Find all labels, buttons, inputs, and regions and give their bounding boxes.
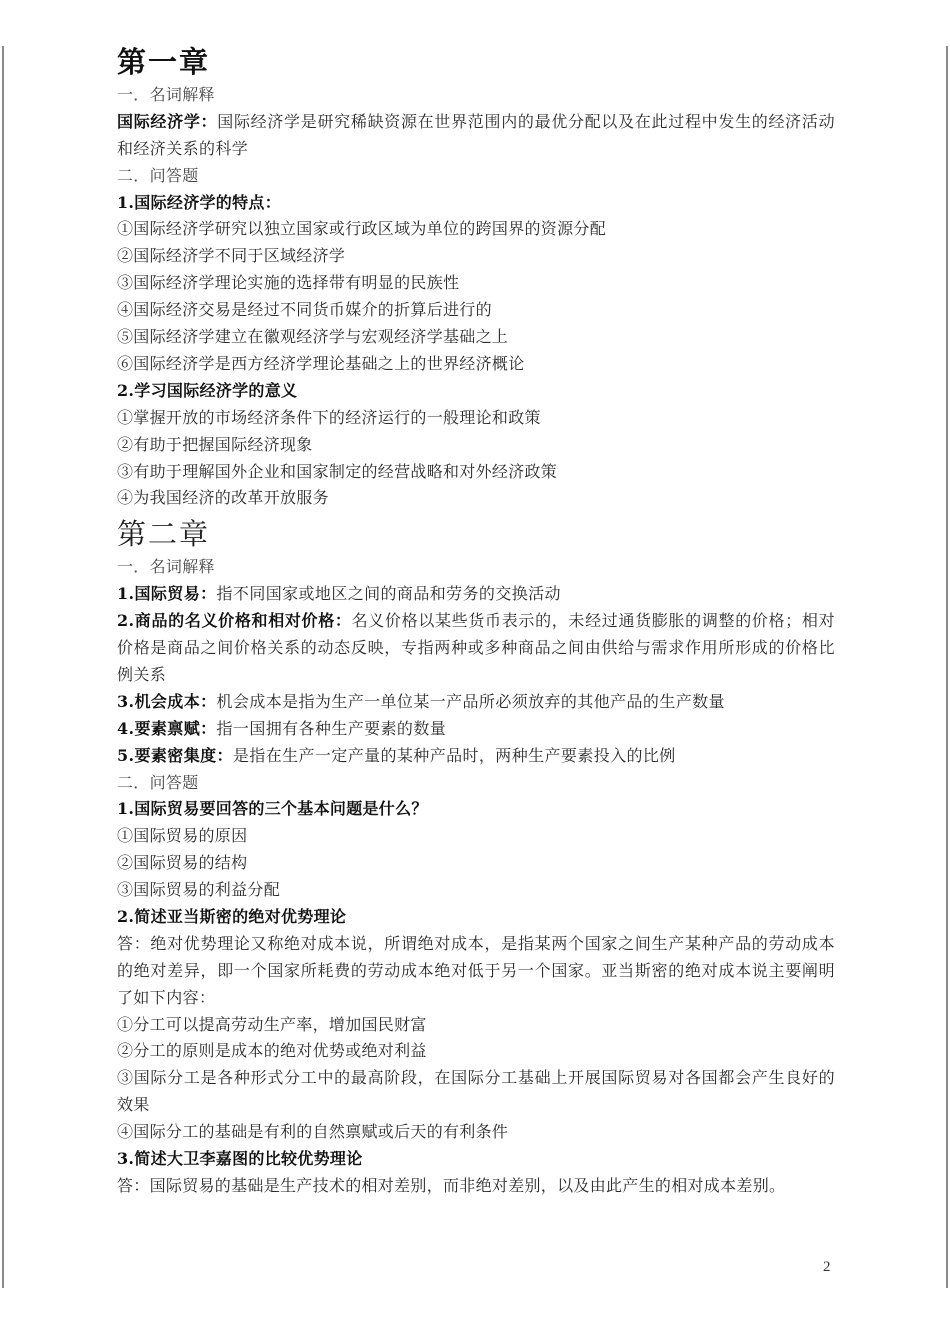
ch2-definition — [117, 689, 835, 716]
ch2-section-definitions: 一．名词解释 — [117, 557, 215, 577]
list-item: ①分工可以提高劳动生产率，增加国民财富 — [117, 1014, 427, 1034]
page-right-border — [946, 46, 948, 1288]
ch2-section-questions: 二．问答题 — [117, 772, 199, 792]
page-number: 2 — [823, 1259, 831, 1275]
ch2-question-3-answer: 答：国际贸易的基础是生产技术的相对差别，而非绝对差别，以及由此产生的相对成本差别。 — [117, 1175, 786, 1195]
document-page — [117, 42, 835, 1200]
list-item: ⑤国际经济学建立在徽观经济学与宏观经济学基础之上 — [117, 327, 509, 347]
ch2-question-1: 1.国际贸易要回答的三个基本问题是什么？ — [117, 799, 428, 819]
definition-text: 是指在生产一定产量的某种产品时，两种生产要素投入的比例 — [232, 745, 676, 765]
list-item: ②国际贸易的结构 — [117, 853, 248, 873]
definition-text: 指一国拥有各种生产要素的数量 — [216, 718, 447, 738]
ch2-question-2-answer: 答：绝对优势理论又称绝对成本说，所谓绝对成本，是指某两个国家之间生产某种产品的劳动成本的绝对差异，即一个国家所耗费的劳动成本绝对低于另一个国家。亚当斯密的绝对成本说主要阐明了如下内容： — [117, 933, 835, 1007]
list-item: ②有助于把握国际经济现象 — [117, 434, 313, 454]
list-item: ②国际经济学不同于区域经济学 — [117, 246, 346, 266]
page-left-border — [2, 46, 4, 1288]
chapter-1-title: 第一章 — [117, 45, 211, 79]
list-item: ①国际贸易的原因 — [117, 826, 248, 846]
ch2-question-3: 3.简述大卫李嘉图的比较优势理论 — [117, 1149, 363, 1169]
chapter-2-title: 第二章 — [117, 517, 211, 552]
list-item: ①国际经济学研究以独立国家或行政区域为单位的跨国界的资源分配 — [117, 219, 607, 239]
ch2-definition — [117, 581, 835, 608]
definition-text: 名义价格以某些货币表示的，未经过通货膨胀的调整的价格；相对价格是商品之间价格关系的动态反映，专指两种或多种商品之间由供给与需求作用所形成的价格比例关系 — [117, 611, 835, 684]
list-item: ⑥国际经济学是西方经济学理论基础之上的世界经济概论 — [117, 353, 525, 373]
list-item: ③有助于理解国外企业和国家制定的经营战略和对外经济政策 — [117, 461, 558, 481]
ch2-definition — [117, 608, 835, 689]
list-item: ②分工的原则是成本的绝对优势或绝对利益 — [117, 1041, 427, 1061]
definition-text: 机会成本是指为生产一单位某一产品所必须放弃的其他产品的生产数量 — [216, 691, 725, 711]
list-item: ①掌握开放的市场经济条件下的经济运行的一般理论和政策 — [117, 407, 541, 427]
definition-text: 指不同国家或地区之间的商品和劳务的交换活动 — [216, 584, 561, 604]
definition-term: 1.国际贸易： — [117, 584, 217, 604]
definition-text: 国际经济学是研究稀缺资源在世界范围内的最优分配以及在此过程中发生的经济活动和经济关系的科学 — [117, 111, 835, 158]
ch1-question-1: 1.国际经济学的特点： — [117, 192, 282, 212]
ch2-definition — [117, 743, 835, 770]
definition-term: 5.要素密集度： — [117, 745, 233, 765]
ch2-definition — [117, 716, 835, 743]
ch1-definition — [117, 109, 835, 163]
list-item: ④为我国经济的改革开放服务 — [117, 488, 329, 508]
list-item: ③国际分工是各种形式分工中的最高阶段，在国际分工基础上开展国际贸易对各国都会产生良好的效果 — [117, 1068, 835, 1115]
ch2-question-2: 2.简述亚当斯密的绝对优势理论 — [117, 906, 347, 926]
list-item: ③国际经济学理论实施的选择带有明显的民族性 — [117, 273, 460, 293]
ch1-section-questions: 二．问答题 — [117, 165, 199, 185]
definition-term: 4.要素禀赋： — [117, 718, 217, 738]
ch1-question-2: 2.学习国际经济学的意义 — [117, 380, 298, 400]
list-item: ④国际经济交易是经过不同货币媒介的折算后进行的 — [117, 300, 492, 320]
list-item: ③国际贸易的利益分配 — [117, 880, 281, 900]
definition-term: 国际经济学： — [117, 111, 218, 131]
ch1-section-definitions: 一．名词解释 — [117, 85, 215, 104]
definition-term: 3.机会成本： — [117, 691, 217, 711]
list-item: ④国际分工的基础是有利的自然禀赋或后天的有利条件 — [117, 1122, 509, 1142]
definition-term: 2.商品的名义价格和相对价格： — [117, 611, 352, 631]
